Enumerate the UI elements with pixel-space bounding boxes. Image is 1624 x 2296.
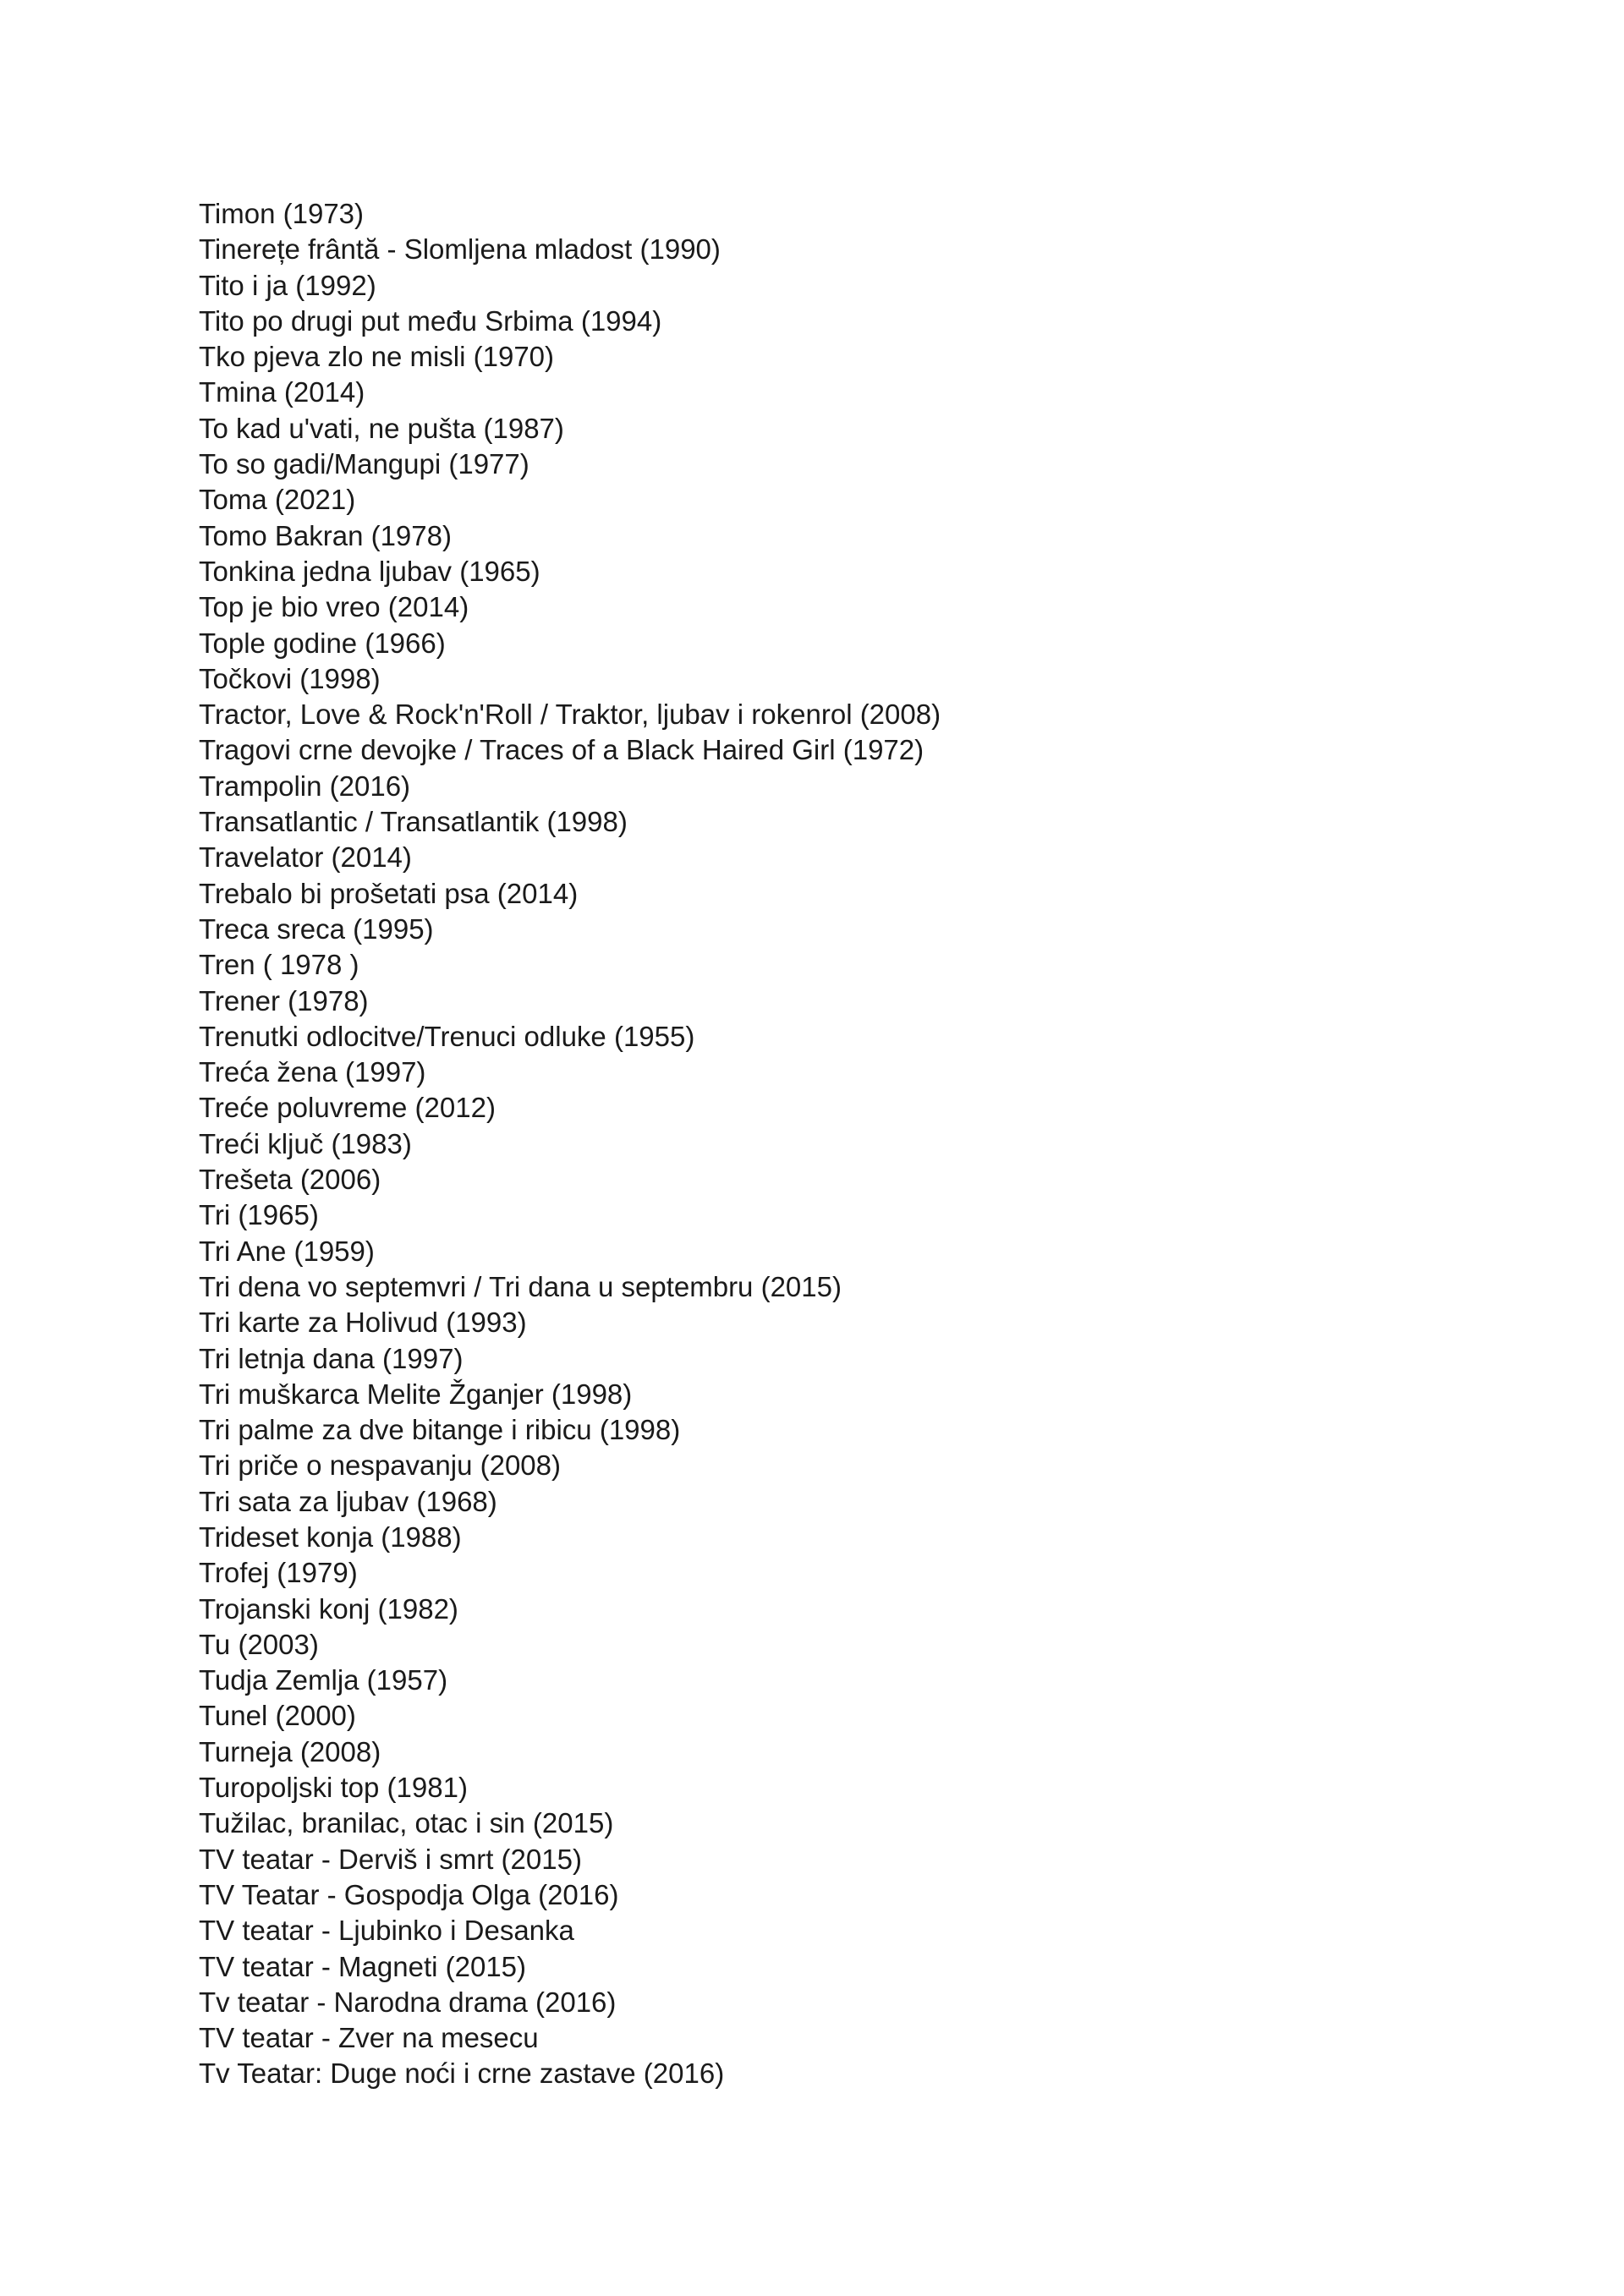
list-item: Tinerețe frântă - Slomljena mladost (1990) [199,233,721,266]
list-item: Tv Teatar: Duge noći i crne zastave (2016) [199,2058,725,2090]
list-item: Treća žena (1997) [199,1056,426,1088]
list-item: Trešeta (2006) [199,1164,381,1196]
list-item: Tko pjeva zlo ne misli (1970) [199,341,555,373]
list-item: Trener (1978) [199,984,369,1016]
list-item: Treći ključ (1983) [199,1127,412,1159]
list-item: Tmina (2014) [199,376,365,408]
list-item: Treca sreca (1995) [199,912,434,945]
list-item: Tri Ane (1959) [199,1235,375,1267]
list-item: Tu (2003) [199,1628,319,1660]
list-item: Treće poluvreme (2012) [199,1092,496,1124]
list-item: Tri dena vo septemvri / Tri dana u septembru (2015) [199,1270,842,1302]
list-item: TV Teatar - Gospodja Olga (2016) [199,1878,619,1910]
list-item: Trideset konja (1988) [199,1521,462,1553]
list-item: Trenutki odlocitve/Trenuci odluke (1955) [199,1020,695,1052]
list-item: To kad u'vati, ne pušta (1987) [199,412,564,444]
list-item: Tv teatar - Narodna drama (2016) [199,1986,617,2018]
list-item: Tonkina jedna ljubav (1965) [199,555,540,587]
list-item: Turopoljski top (1981) [199,1772,468,1804]
list-item: Tužilac, branilac, otac i sin (2015) [199,1807,614,1839]
list-item: Tito po drugi put među Srbima (1994) [199,304,662,337]
list-item: Točkovi (1998) [199,662,381,694]
list-item: Tren ( 1978 ) [199,949,359,981]
list-item: Trampolin (2016) [199,770,411,802]
list-item: Tri karte za Holivud (1993) [199,1307,527,1339]
list-item: To so gadi/Mangupi (1977) [199,448,529,480]
list-item: Tractor, Love & Rock'n'Roll / Traktor, ljubav i rokenrol (2008) [199,699,941,731]
list-item: Tri sata za ljubav (1968) [199,1485,497,1517]
list-item: TV teatar - Ljubinko i Desanka [199,1915,574,1947]
list-item: Tunel (2000) [199,1700,356,1732]
list-item: Tri palme za dve bitange i ribicu (1998) [199,1414,681,1446]
list-item: Timon (1973) [199,198,365,229]
list-item: Tomo Bakran (1978) [199,519,452,551]
list-item: TV teatar - Zver na mesecu [199,2022,539,2054]
list-item: TV teatar - Magneti (2015) [199,1950,527,1982]
list-item: Trofej (1979) [199,1557,358,1589]
list-item: Tople godine (1966) [199,627,446,659]
film-title-list [199,196,941,2092]
list-item: Trebalo bi prošetati psa (2014) [199,877,579,909]
list-item: Tito i ja (1992) [199,269,376,301]
list-item: Top je bio vreo (2014) [199,591,469,623]
list-item: Tri letnja dana (1997) [199,1342,464,1374]
list-item: Tragovi crne devojke / Traces of a Black Haired Girl (1972) [199,734,924,766]
list-item: Toma (2021) [199,484,356,516]
list-item: Travelator (2014) [199,841,412,874]
list-item: Tri (1965) [199,1199,319,1231]
list-item: Turneja (2008) [199,1735,381,1767]
list-item: Tri priče o nespavanju (2008) [199,1449,562,1482]
list-item: Trojanski konj (1982) [199,1592,458,1625]
list-item: Tri muškarca Melite Žganjer (1998) [199,1378,633,1410]
list-item: Transatlantic / Transatlantik (1998) [199,806,628,838]
list-item: Tudja Zemlja (1957) [199,1664,448,1696]
list-item: TV teatar - Derviš i smrt (2015) [199,1843,582,1875]
